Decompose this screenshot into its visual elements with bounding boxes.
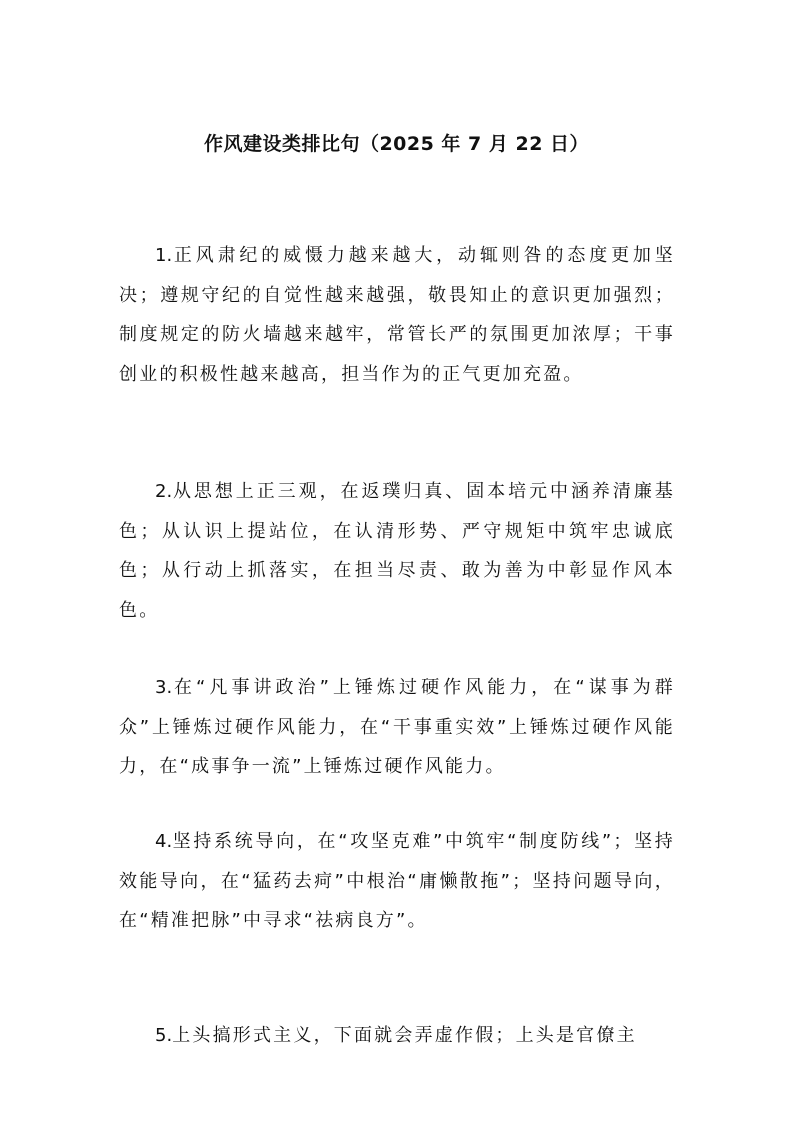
paragraph-number: 3.	[155, 677, 173, 698]
paragraph-3	[119, 668, 675, 787]
paragraph-text: 从思想上正三观，在返璞归真、固本培元中涵养清廉基色；从认识上提站位，在认清形势、严守规矩中筑牢忠诚底色；从行动上抓落实，在担当尽责、敢为善为中彰显作风本色。	[119, 481, 675, 621]
paragraph-number: 5.	[155, 1025, 173, 1046]
paragraph-text: 正风肃纪的威慑力越来越大，动辄则咎的态度更加坚决；遵规守纪的自觉性越来越强，敬畏知止的意识更加强烈；制度规定的防火墙越来越牢，常管长严的氛围更加浓厚；干事创业的积极性越来越高，担当作为的正气更加充盈。	[119, 245, 675, 385]
paragraph-text: 上头搞形式主义，下面就会弄虚作假；上头是官僚主	[172, 1025, 637, 1046]
paragraph-number: 4.	[155, 831, 173, 852]
paragraph-number: 2.	[155, 481, 173, 502]
paragraph-text: 坚持系统导向，在“攻坚克难”中筑牢“制度防线”；坚持效能导向，在“猛药去疴”中根治“庸懒散拖”；坚持问题导向，在“精准把脉”中寻求“祛病良方”。	[119, 831, 675, 931]
paragraph-5	[119, 1016, 675, 1056]
paragraph-number: 1.	[155, 245, 173, 266]
paragraph-2	[119, 472, 675, 630]
paragraph-text: 在“凡事讲政治”上锤炼过硬作风能力，在“谋事为群众”上锤炼过硬作风能力，在“干事重实效”上锤炼过硬作风能力，在“成事争一流”上锤炼过硬作风能力。	[119, 677, 675, 777]
document-title: 作风建设类排比句（2025 年 7 月 22 日）	[203, 133, 590, 155]
paragraph-1	[119, 236, 675, 394]
paragraph-4	[119, 822, 675, 941]
